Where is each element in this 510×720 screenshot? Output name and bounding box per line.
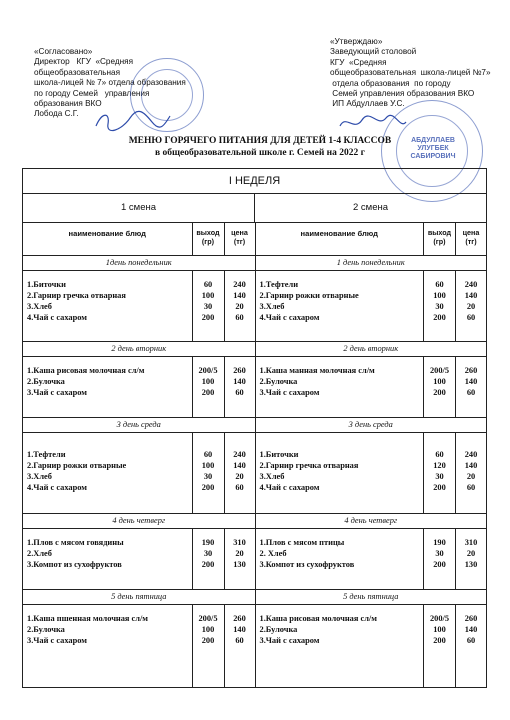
dish-list: 1.Тефтели 2.Гарнир рожки отварные 3.Хлеб 4.Чай с сахаром [259,280,359,322]
shift-2-menu [255,357,487,417]
day-label-row [23,514,486,529]
day-label: 3 день среда [116,420,161,429]
price-values: 240 140 20 60 [224,433,255,513]
day-menu-row [23,271,486,342]
day-label: 3 день среда [255,418,487,432]
dish-list: 1.Каша рисовая молочная сл/м 2.Булочка 3.Чай с сахаром [27,366,145,397]
week-header: I НЕДЕЛЯ [23,169,486,194]
dish-list: 1.Плов с мясом говядины 2.Хлеб 3.Компот из сухофруктов [27,538,124,569]
shift-2-columns [255,223,487,255]
dish-list: 1.Каша рисовая молочная сл/м 2.Булочка 3.Чай с сахаром [259,614,377,645]
yield-values: 60 100 30 200 [423,271,455,341]
seal-name: АБДУЛЛАЕВ УЛУГБЕК САБИРОВИЧ [410,137,456,160]
day-label: 4 день четверг [255,514,487,528]
price-values: 310 20 130 [455,529,486,589]
price-values: 240 140 20 60 [455,433,486,513]
approval-left-block: «Согласовано» Директор КГУ «Средняя общеобразовательная школа-лицей № 7» отдела образования по городу Семей управления образования ВКО Лобода С.Г. [34,47,186,119]
day-label: 2 день вторник [111,344,167,353]
shift-1-header: 1 смена [120,202,157,213]
shift-1-menu [23,357,255,417]
shift-1-menu [23,605,255,687]
yield-values: 190 30 200 [423,529,455,589]
title-line-2: в общеобразовательной школе г. Семей на 2022 г [155,148,365,158]
price-values: 240 140 20 60 [224,271,255,341]
day-label: 1день понедельник [105,258,172,267]
price-values: 260 140 60 [224,605,255,687]
yield-values: 200/5 100 200 [423,357,455,417]
column-dish-name: наименование блюд [300,229,378,238]
director-signature [92,108,172,134]
price-values: 310 20 130 [224,529,255,589]
day-label-row [23,342,486,357]
shift-2-menu [255,271,487,341]
yield-values: 60 120 30 200 [423,433,455,513]
shift-1-columns [23,223,255,255]
shift-2-menu [255,433,487,513]
column-header-row [23,223,486,256]
day-label-row [23,256,486,271]
dish-list: 1.Биточки 2.Гарнир гречка отварная 3.Хлеб 4.Чай с сахаром [259,450,359,492]
shift-2-header: 2 смена [254,194,486,222]
shift-2-menu [255,605,487,687]
yield-values: 200/5 100 200 [192,357,224,417]
yield-values: 60 100 30 200 [192,433,224,513]
menu-table [22,168,487,688]
day-menu-row [23,605,486,687]
dish-list: 1.Каша пшенная молочная сл/м 2.Булочка 3.Чай с сахаром [27,614,149,645]
day-label: 2 день вторник [255,342,487,356]
yield-values: 190 30 200 [192,529,224,589]
day-label: 1 день понедельник [255,256,487,270]
shift-header-row [23,194,486,223]
dish-list: 1.Тефтели 2.Гарнир рожки отварные 3.Хлеб 4.Чай с сахаром [27,450,127,492]
yield-values: 200/5 100 200 [192,605,224,687]
shift-2-menu [255,529,487,589]
day-label-row [23,590,486,605]
day-label: 4 день четверг [112,516,166,525]
price-values: 260 140 60 [455,357,486,417]
yield-values: 200/5 100 200 [423,605,455,687]
day-label: 5 день пятница [255,590,487,604]
price-values: 260 140 60 [224,357,255,417]
column-yield: выход (гр) [192,223,224,255]
approval-right-block: «Утверждаю» Заведующий столовой КГУ «Средняя общеобразовательная школа-лицей №7» отдела образования по городу Семей управления образования ВКО ИП Абдуллаев У.С. [330,37,491,109]
dish-list: 1.Каша манная молочная сл/м 2.Булочка 3.Чай с сахаром [259,366,375,397]
shift-1-menu [23,271,255,341]
day-label: 5 день пятница [111,592,167,601]
shift-1-menu [23,433,255,513]
day-menu-row [23,433,486,514]
day-label-row [23,418,486,433]
column-dish-name: наименование блюд [68,229,146,238]
day-menu-row [23,357,486,418]
column-yield: выход (гр) [423,223,455,255]
title-line-1: МЕНЮ ГОРЯЧЕГО ПИТАНИЯ ДЛЯ ДЕТЕЙ 1-4 КЛАССОВ [128,136,392,146]
shift-1-menu [23,529,255,589]
price-values: 240 140 20 60 [455,271,486,341]
price-values: 260 140 60 [455,605,486,687]
dish-list: 1.Плов с мясом птицы 2. Хлеб 3.Компот из сухофруктов [259,538,355,569]
canteen-signature [338,112,408,134]
column-price: цена (тг) [224,223,255,255]
yield-values: 60 100 30 200 [192,271,224,341]
day-menu-row [23,529,486,590]
dish-list: 1.Биточки 2.Гарнир гречка отварная 3.Хлеб 4.Чай с сахаром [27,280,126,322]
page-title [120,135,400,159]
column-price: цена (тг) [455,223,486,255]
